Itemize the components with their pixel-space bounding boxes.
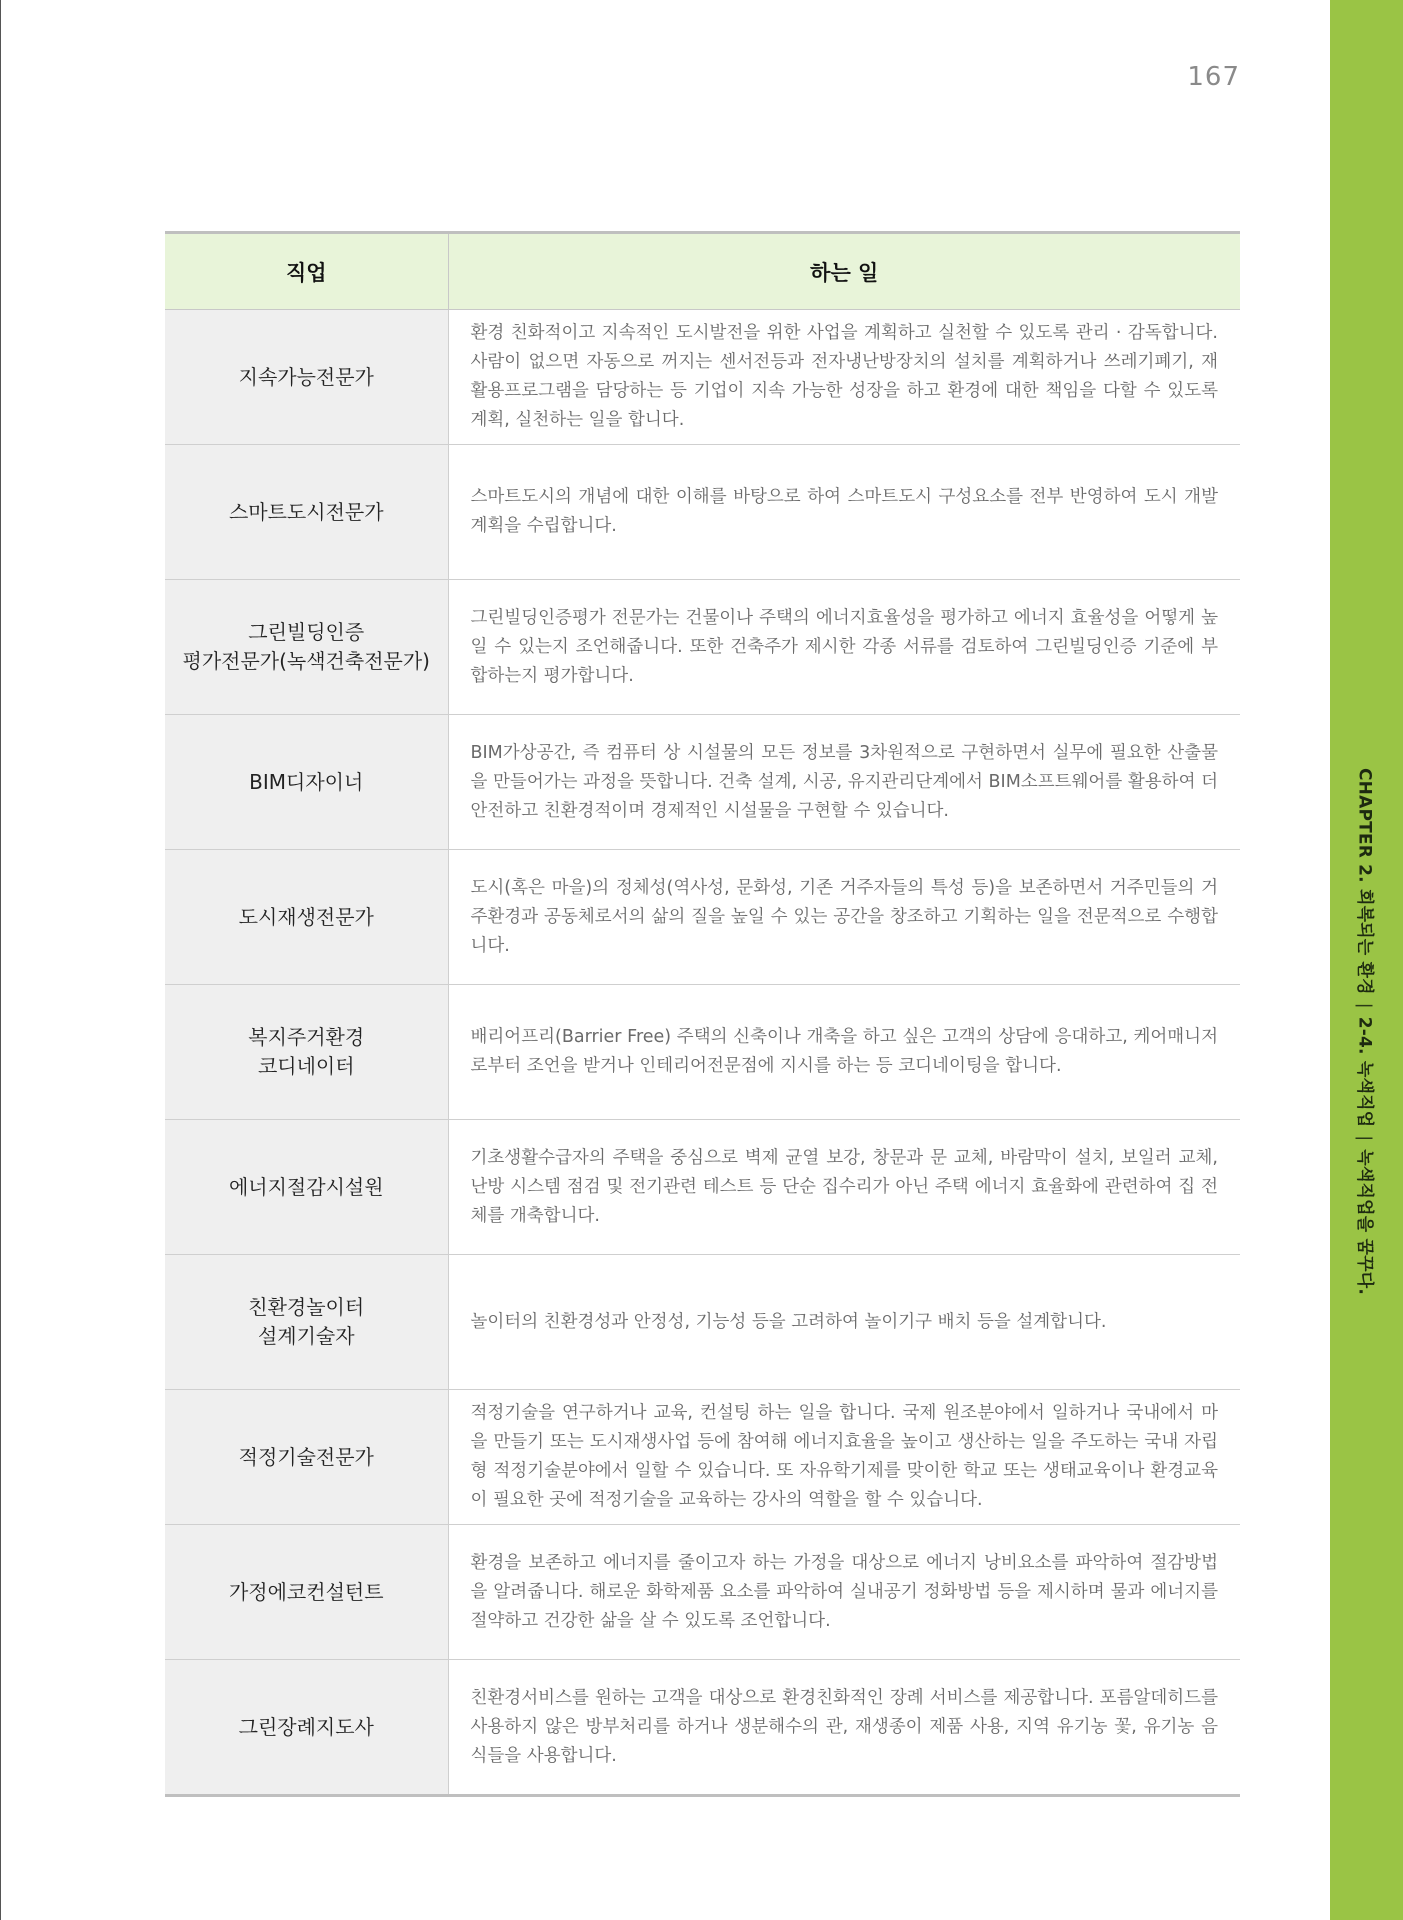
header-job: 직업 bbox=[165, 234, 448, 310]
table-row bbox=[165, 1255, 1240, 1390]
green-jobs-table bbox=[165, 231, 1240, 1797]
page-number: 167 bbox=[1187, 62, 1240, 92]
table-row bbox=[165, 1525, 1240, 1660]
job-title: 스마트도시전문가 bbox=[165, 445, 448, 580]
table-row bbox=[165, 310, 1240, 445]
job-description: 도시(혹은 마을)의 정체성(역사성, 문화성, 기존 거주자들의 특성 등)을 보존하면서 거주민들의 거주환경과 공동체로서의 삶의 질을 높일 수 있는 공간을 창조하고 기획하는 일을 전문적으로 수행합니다. bbox=[448, 850, 1240, 985]
job-title: 복지주거환경 코디네이터 bbox=[165, 985, 448, 1120]
table-row bbox=[165, 715, 1240, 850]
job-title: 가정에코컨설턴트 bbox=[165, 1525, 448, 1660]
job-description: 친환경서비스를 원하는 고객을 대상으로 환경친화적인 장례 서비스를 제공합니다. 포름알데히드를 사용하지 않은 방부처리를 하거나 생분해수의 관, 재생종이 제품 사용, 지역 유기농 꽃, 유기농 음식들을 사용합니다. bbox=[470, 1687, 1218, 1766]
table-row bbox=[165, 445, 1240, 580]
job-description: 놀이터의 친환경성과 안정성, 기능성 등을 고려하여 놀이기구 배치 등을 설계합니다. bbox=[448, 1255, 1240, 1390]
job-title: 지속가능전문가 bbox=[165, 310, 448, 445]
section-title: 2-4. 녹색직업 bbox=[1354, 1016, 1374, 1128]
job-description: 배리어프리(Barrier Free) 주택의 신축이나 개축을 하고 싶은 고객의 상담에 응대하고, 케어매니저로부터 조언을 받거나 인테리어전문점에 지시를 하는 등 코디네이팅을 합니다. bbox=[448, 985, 1240, 1120]
page-border bbox=[0, 0, 1, 1920]
job-title: BIM디자이너 bbox=[165, 715, 448, 850]
table-row bbox=[165, 985, 1240, 1120]
header-description: 하는 일 bbox=[448, 234, 1240, 310]
job-title: 친환경놀이터 설계기술자 bbox=[165, 1255, 448, 1390]
job-title: 그린빌딩인증 평가전문가(녹색건축전문가) bbox=[165, 580, 448, 715]
breadcrumb-separator: | bbox=[1354, 1135, 1374, 1142]
chapter-breadcrumb bbox=[1354, 768, 1379, 1295]
job-description: 환경 친화적이고 지속적인 도시발전을 위한 사업을 계획하고 실천할 수 있도록 관리 · 감독합니다. 사람이 없으면 자동으로 꺼지는 센서전등과 전자냉난방장치의 설치를 계획하거나 쓰레기폐기, 재활용프로그램을 담당하는 등 기업이 지속 가능한 성장을 하고 환경에 대한 책임을 다할 수 있도록 계획, 실천하는 일을 합니다. bbox=[448, 310, 1240, 445]
job-title: 도시재생전문가 bbox=[165, 850, 448, 985]
job-description: 기초생활수급자의 주택을 중심으로 벽제 균열 보강, 창문과 문 교체, 바람막이 설치, 보일러 교체, 난방 시스템 점검 및 전기관련 테스트 등 단순 집수리가 아닌 주택 에너지 효율화에 관련하여 집 전체를 개축합니다. bbox=[448, 1120, 1240, 1255]
chapter-title: CHAPTER 2. 회복되는 환경 bbox=[1354, 768, 1374, 995]
job-description: 스마트도시의 개념에 대한 이해를 바탕으로 하여 스마트도시 구성요소를 전부 반영하여 도시 개발 계획을 수립합니다. bbox=[448, 445, 1240, 580]
table-row bbox=[165, 580, 1240, 715]
job-description: BIM가상공간, 즉 컴퓨터 상 시설물의 모든 정보를 3차원적으로 구현하면서 실무에 필요한 산출물을 만들어가는 과정을 뜻합니다. 건축 설계, 시공, 유지관리단계에서 BIM소프트웨어를 활용하여 더 안전하고 친환경적이며 경제적인 시설물을 구현할 수 있습니다. bbox=[448, 715, 1240, 850]
chapter-side-tab bbox=[1330, 0, 1403, 1920]
subsection-title: 녹색직업을 꿈꾸다. bbox=[1354, 1149, 1374, 1296]
table-row bbox=[165, 1660, 1240, 1795]
job-title: 에너지절감시설원 bbox=[165, 1120, 448, 1255]
table-row bbox=[165, 1390, 1240, 1525]
job-description: 그린빌딩인증평가 전문가는 건물이나 주택의 에너지효율성을 평가하고 에너지 효율성을 어떻게 높일 수 있는지 조언해줍니다. 또한 건축주가 제시한 각종 서류를 검토하여 그린빌딩인증 기준에 부합하는지 평가합니다. bbox=[448, 580, 1240, 715]
table-header-row bbox=[165, 234, 1240, 310]
job-description: 환경을 보존하고 에너지를 줄이고자 하는 가정을 대상으로 에너지 낭비요소를 파악하여 절감방법을 알려줍니다. 해로운 화학제품 요소를 파악하여 실내공기 정화방법 등을 제시하며 물과 에너지를 절약하고 건강한 삶을 살 수 있도록 조언합니다. bbox=[448, 1525, 1240, 1660]
job-title: 그린장례지도사 bbox=[165, 1660, 448, 1795]
table-row bbox=[165, 850, 1240, 985]
job-title: 적정기술전문가 bbox=[165, 1390, 448, 1525]
job-description: 적정기술을 연구하거나 교육, 컨설팅 하는 일을 합니다. 국제 원조분야에서 일하거나 국내에서 마을 만들기 또는 도시재생사업 등에 참여해 에너지효율을 높이고 생산하는 일을 주도하는 국내 자립형 적정기술분야에서 일할 수 있습니다. 또 자유학기제를 맞이한 학교 또는 생태교육이나 환경교육이 필요한 곳에 적정기술을 교육하는 강사의 역할을 할 수 있습니다. bbox=[448, 1390, 1240, 1525]
table-row bbox=[165, 1120, 1240, 1255]
breadcrumb-separator: | bbox=[1354, 1002, 1374, 1009]
